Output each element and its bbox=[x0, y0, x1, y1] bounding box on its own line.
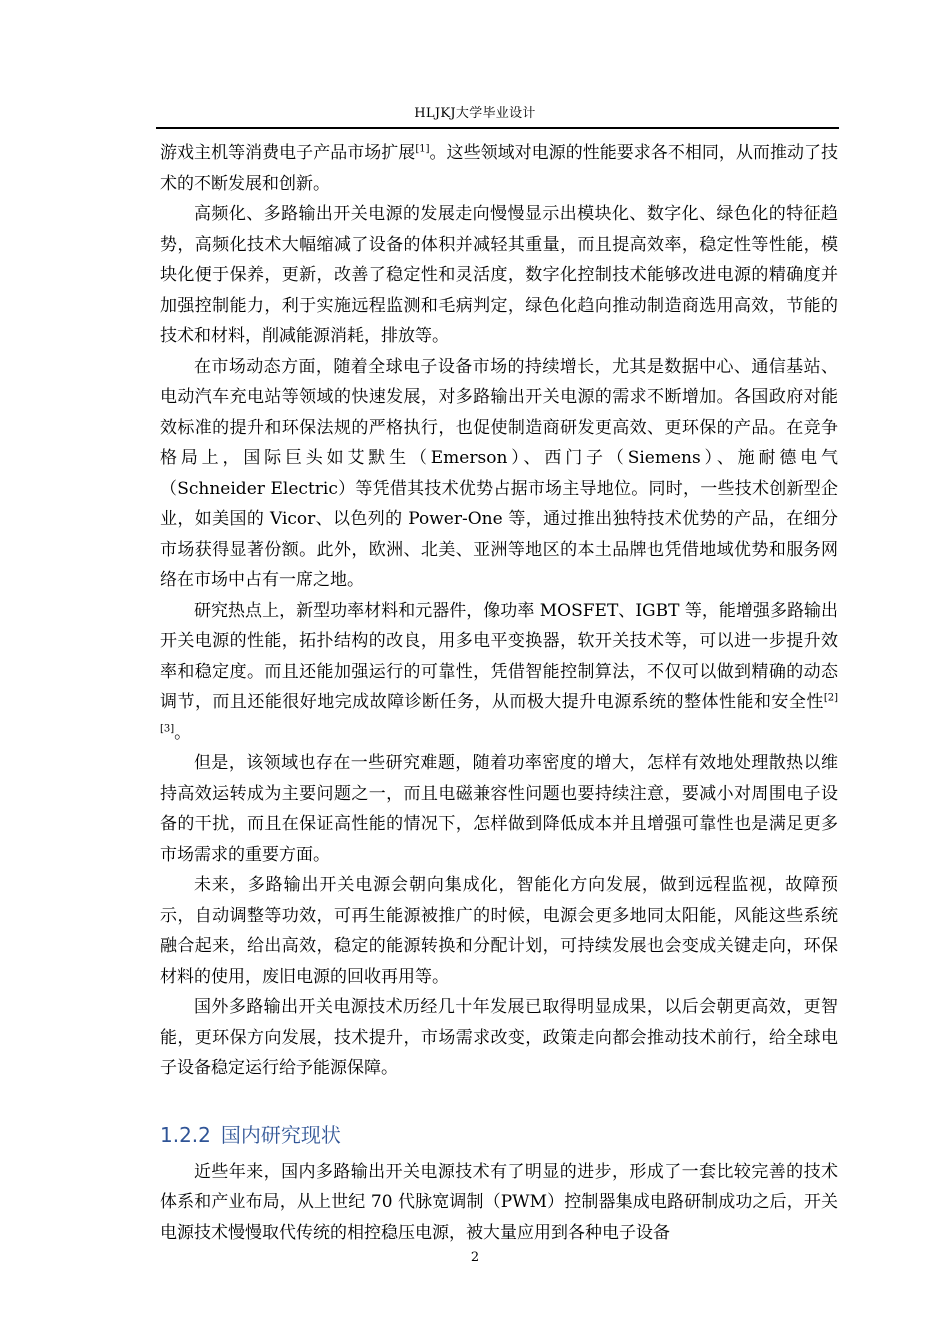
section-number: 1.2.2 bbox=[160, 1122, 211, 1147]
paragraph-continued bbox=[160, 138, 838, 199]
paragraph-summary: 国外多路输出开关电源技术历经几十年发展已取得明显成果，以后会朝更高效，更智能，更环保方向发展，技术提升，市场需求改变，政策走向都会推动技术前行，给全球电子设备稳定运行给予能源保障。 bbox=[160, 997, 838, 1078]
header-rule bbox=[156, 127, 839, 129]
paragraph-research-hotspots bbox=[160, 596, 838, 749]
paragraph-challenges: 但是，该领域也存在一些研究难题，随着功率密度的增大，怎样有效地处理散热以维持高效运转成为主要问题之一，而且电磁兼容性问题也要持续注意，要减小对周围电子设备的干扰，而且在保证高性能的情况下，怎样做到降低成本并且增强可靠性也是满足更多市场需求的重要方面。 bbox=[160, 753, 838, 865]
paragraph-tail: 。这些领域对电源的性能要求各不相同，从而推动了技术的不断发展和创新。 bbox=[160, 143, 839, 194]
paragraph-market: 在市场动态方面，随着全球电子设备市场的持续增长，尤其是数据中心、通信基站、电动汽车充电站等领域的快速发展，对多路输出开关电源的需求不断增加。各国政府对能效标准的提升和环保法规的严格执行，也促使制造商研发更高效、更环保的产品。在竞争格局上，国际巨头如艾默生（Emerson）、西门子（Siemens）、施耐德电气（Schneider Electric）等凭借其技术优势占据市场主导地位。同时，一些技术创新型企业，如美国的 Vicor、以色列的 Power-One 等，通过推出独特技术优势的产品，在细分市场获得显著份额。此外，欧洲、北美、亚洲等地区的本土品牌也凭借地域优势和服务网络在市场中占有一席之地。 bbox=[160, 356, 838, 590]
page-number: 2 bbox=[470, 1250, 480, 1265]
section-heading bbox=[160, 1121, 838, 1149]
paragraph-domestic: 近些年来，国内多路输出开关电源技术有了明显的进步，形成了一套比较完善的技术体系和产业布局，从上世纪 70 代脉宽调制（PWM）控制器集成电路研制成功之后，开关电源技术慢慢取代传统的相控稳压电源，被大量应用到各种电子设备 bbox=[160, 1161, 838, 1243]
citation-ref: [1] bbox=[415, 143, 430, 155]
paragraph-future: 未来，多路输出开关电源会朝向集成化，智能化方向发展，做到远程监视，故障预示，自动调整等功效，可再生能源被推广的时候，电源会更多地同太阳能，风能这些系统融合起来，给出高效，稳定的能源转换和分配计划，可持续发展也会变成关键走向，环保材料的使用，废旧电源的回收再用等。 bbox=[160, 875, 838, 987]
page-header: HLJKJ大学毕业设计 bbox=[414, 106, 536, 121]
section-title: 国内研究现状 bbox=[220, 1122, 341, 1147]
paragraph-trends: 高频化、多路输出开关电源的发展走向慢慢显示出模块化、数字化、绿色化的特征趋势，高频化技术大幅缩减了设备的体积并减轻其重量，而且提高效率，稳定性等性能，模块化便于保养，更新，改善了稳定性和灵活度，数字化控制技术能够改进电源的精确度并加强控制能力，利于实施远程监测和毛病判定，绿色化趋向推动制造商选用高效，节能的技术和材料，削减能源消耗，排放等。 bbox=[160, 204, 838, 346]
paragraph-tail: 。 bbox=[174, 722, 192, 743]
body-text bbox=[160, 138, 838, 1248]
paragraph-text: 游戏主机等消费电子产品市场扩展 bbox=[160, 143, 416, 163]
citation-ref: [2][3] bbox=[160, 692, 838, 734]
paragraph-text: 研究热点上，新型功率材料和元器件，像功率 MOSFET、IGBT 等，能增强多路输出开关电源的性能，拓扑结构的改良，用多电平变换器，软开关技术等，可以进一步提升效率和稳定度。而且还能加强运行的可靠性，凭借智能控制算法，不仅可以做到精确的动态调节，而且还能很好地完成故障诊断任务，从而极大提升电源系统的整体性能和安全性 bbox=[160, 600, 838, 712]
